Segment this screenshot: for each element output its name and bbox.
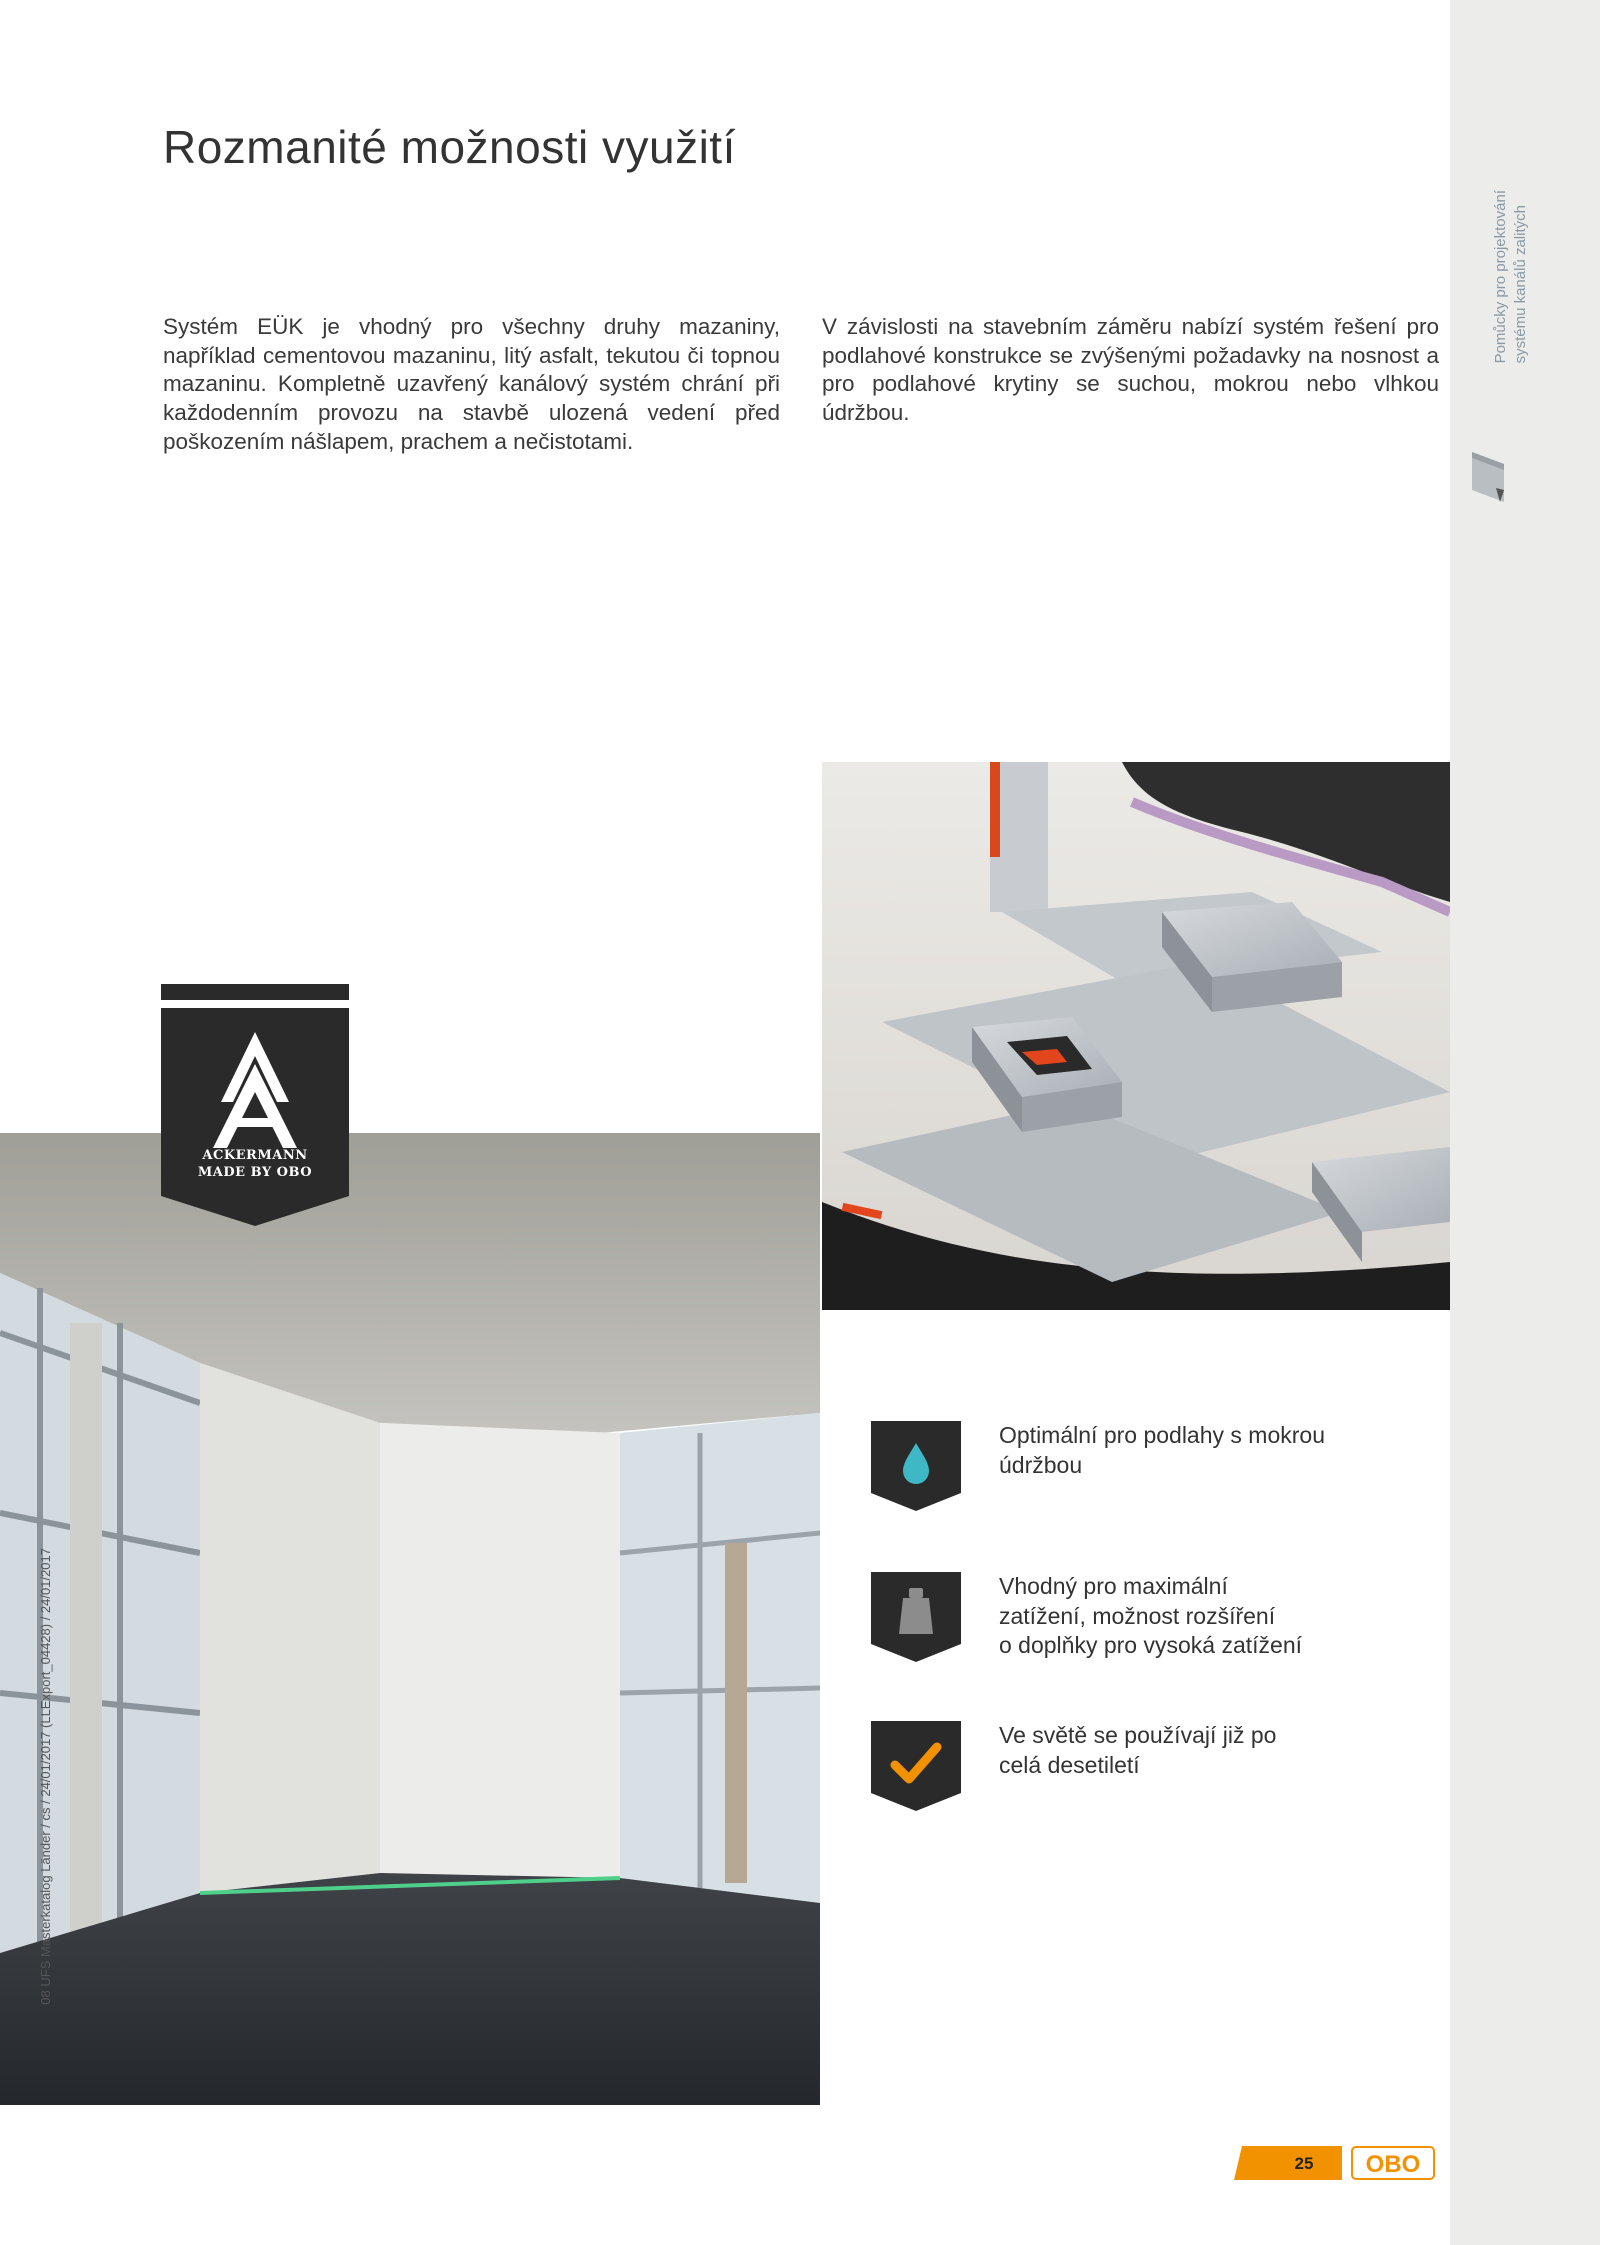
floor-system-illustration [822,762,1450,1310]
interior-room-photo [0,1133,820,2105]
check-icon [871,1721,961,1811]
obo-logo-text: OBO [1365,2151,1421,2178]
badge-top-bar [161,984,349,1000]
intro-text-right: V závislosti na stavebním záměru nabízí systém řešení pro podlahové konstrukce se zvýšenými požadavky na nosnost a pro podlahové krytiny se suchou, mokrou nebo vlhkou údržbou. [822,314,1439,426]
print-info-vertical: 08 UFS Masterkatalog Länder / cs / 24/01/2017 (LLExport_04428) / 24/01/2017 [38,1548,53,2005]
feature-text: Vhodný pro maximální zatížení, možnost rozšíření o doplňky pro vysoká zatížení [999,1573,1302,1658]
feature-text: Ve světě se používají již po celá desetiletí [999,1722,1277,1778]
feature-text: Optimální pro podlahy s mokrou údržbou [999,1422,1325,1478]
water-drop-icon [871,1421,961,1511]
sidebar-chapter-label: Pomůcky pro projektování systému kanálů zalitých [1492,190,1529,364]
page-number-tag [1234,2146,1342,2180]
intro-text-left: Systém EÜK je vhodný pro všechny druhy mazaniny, například cementovou mazaninu, litý asfalt, tekutou či topnou mazaninu. Kompletně uzavřený kanálový systém chrání při každodenním provozu na stavbě ulozená vedení před poškozením nášlapem, prachem a nečistotami. [163,314,780,454]
sidebar-tab-marker [1470,450,1506,504]
page-number: 25 [1294,2154,1314,2173]
badge-line-1: ACKERMANN [202,1148,308,1163]
ackermann-badge [161,984,349,1231]
ackermann-logo-icon [161,1008,349,1226]
badge-line-2: MADE BY OBO [197,1165,313,1180]
weight-icon [871,1572,961,1662]
obo-logo [1351,2146,1435,2180]
page-title: Rozmanité možnosti využití [163,121,736,173]
